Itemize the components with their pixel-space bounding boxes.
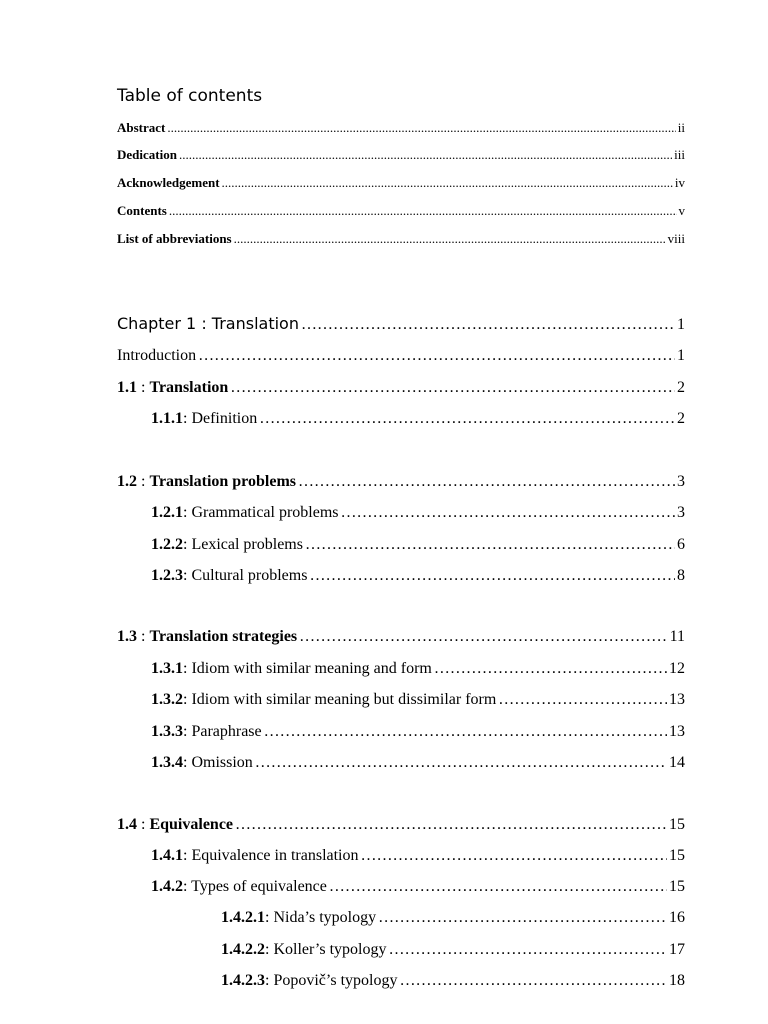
section-sep: : [137, 628, 150, 645]
toc-subsection-1-2-3 [151, 567, 685, 585]
subsection-title: : Cultural problems [183, 567, 308, 584]
toc-subsection-1-4-2 [151, 878, 685, 896]
section-number: 1.4 [117, 816, 137, 833]
toc-section-1-3 [117, 628, 685, 646]
dot-leader [309, 567, 675, 585]
subsection-title: : Idiom with similar meaning and form [183, 660, 432, 677]
subsection-title: : Equivalence in translation [183, 847, 359, 864]
entry-label: Contents [117, 203, 167, 218]
dot-leader [167, 120, 675, 136]
entry-page: 1 [677, 347, 685, 364]
entry-page: iv [674, 175, 685, 190]
section-page: 2 [677, 379, 685, 396]
subsection-number: 1.4.2 [151, 878, 183, 895]
toc-title: Table of contents [117, 86, 263, 106]
toc-entry-acknowledgement [117, 175, 685, 191]
section-title: Translation [149, 379, 229, 396]
dot-leader [299, 628, 667, 646]
section-sep: : [137, 473, 150, 490]
subsubsection-page: 17 [669, 941, 685, 958]
toc-subsubsection-1-4-2-3 [221, 972, 685, 990]
section-title: Translation strategies [149, 628, 298, 645]
dot-leader [341, 504, 675, 522]
subsubsection-title: : Koller’s typology [265, 941, 387, 958]
entry-page: iii [674, 147, 685, 162]
entry-label: Acknowledgement [117, 175, 220, 190]
section-title: Equivalence [149, 816, 234, 833]
entry-label: Introduction [117, 347, 197, 364]
subsection-page: 3 [677, 504, 685, 521]
subsection-number: 1.3.4 [151, 754, 183, 771]
dot-leader [399, 972, 667, 990]
dot-leader [222, 175, 673, 191]
section-title: Translation problems [149, 473, 296, 490]
subsection-number: 1.3.1 [151, 660, 183, 677]
toc-entry-abbreviations [117, 231, 685, 247]
dot-leader [298, 473, 675, 491]
chapter-page: 1 [677, 316, 685, 333]
section-number: 1.2 [117, 473, 137, 490]
toc-subsubsection-1-4-2-2 [221, 941, 685, 959]
dot-leader [305, 536, 675, 554]
section-sep: : [137, 816, 150, 833]
subsection-title: : Lexical problems [183, 536, 303, 553]
toc-subsection-1-3-1 [151, 660, 685, 678]
dot-leader [179, 147, 672, 163]
subsection-number: 1.2.2 [151, 536, 183, 553]
subsection-page: 2 [677, 410, 685, 427]
dot-leader [169, 203, 677, 219]
dot-leader [259, 410, 675, 428]
subsubsection-page: 18 [669, 972, 685, 989]
dot-leader [434, 660, 667, 678]
entry-page: v [678, 203, 685, 218]
subsection-page: 15 [669, 878, 685, 895]
subsubsection-number: 1.4.2.2 [221, 941, 265, 958]
entry-label: List of abbreviations [117, 231, 232, 246]
chapter-title: Chapter 1 : Translation [117, 314, 299, 333]
entry-page: ii [677, 120, 685, 135]
dot-leader [198, 347, 675, 365]
dot-leader [264, 723, 667, 741]
dot-leader [498, 691, 667, 709]
dot-leader [361, 847, 668, 865]
subsection-title: : Grammatical problems [183, 504, 339, 521]
toc-subsection-1-1-1 [151, 410, 685, 428]
subsection-page: 15 [669, 847, 685, 864]
toc-subsection-1-3-3 [151, 723, 685, 741]
toc-section-1-1 [117, 379, 685, 397]
dot-leader [378, 909, 667, 927]
toc-section-1-2 [117, 473, 685, 491]
subsubsection-title: : Popovič’s typology [265, 972, 398, 989]
subsection-title: : Definition [183, 410, 258, 427]
toc-subsection-1-2-2 [151, 536, 685, 554]
dot-leader [234, 231, 666, 247]
subsection-title: : Omission [183, 754, 253, 771]
subsubsection-number: 1.4.2.3 [221, 972, 265, 989]
section-page: 3 [677, 473, 685, 490]
section-number: 1.1 [117, 379, 137, 396]
subsection-number: 1.1.1 [151, 410, 183, 427]
subsection-number: 1.4.1 [151, 847, 183, 864]
subsection-page: 12 [669, 660, 685, 677]
section-number: 1.3 [117, 628, 137, 645]
dot-leader [301, 316, 675, 334]
subsection-page: 8 [677, 567, 685, 584]
chapter-heading [117, 314, 685, 334]
toc-entry-contents [117, 203, 685, 219]
entry-label: Dedication [117, 147, 177, 162]
subsection-number: 1.2.3 [151, 567, 183, 584]
toc-subsection-1-3-4 [151, 754, 685, 772]
dot-leader [329, 878, 667, 896]
toc-entry-dedication [117, 147, 685, 163]
toc-entry-introduction [117, 347, 685, 365]
subsection-page: 14 [669, 754, 685, 771]
subsection-number: 1.2.1 [151, 504, 183, 521]
subsection-page: 13 [669, 723, 685, 740]
subsection-title: : Idiom with similar meaning but dissimilar form [183, 691, 497, 708]
dot-leader [255, 754, 667, 772]
subsubsection-page: 16 [669, 909, 685, 926]
subsection-number: 1.3.3 [151, 723, 183, 740]
subsection-page: 13 [669, 691, 685, 708]
subsection-title: : Paraphrase [183, 723, 262, 740]
toc-subsection-1-3-2 [151, 691, 685, 709]
section-page: 11 [669, 628, 685, 645]
dot-leader [388, 941, 667, 959]
dot-leader [235, 816, 667, 834]
subsection-title: : Types of equivalence [183, 878, 327, 895]
toc-section-1-4 [117, 816, 685, 834]
subsubsection-number: 1.4.2.1 [221, 909, 265, 926]
subsection-page: 6 [677, 536, 685, 553]
subsection-number: 1.3.2 [151, 691, 183, 708]
toc-entry-abstract [117, 120, 685, 136]
subsubsection-title: : Nida’s typology [265, 909, 377, 926]
section-sep: : [137, 379, 150, 396]
dot-leader [230, 379, 675, 397]
toc-subsection-1-2-1 [151, 504, 685, 522]
entry-page: viii [667, 231, 685, 246]
entry-label: Abstract [117, 120, 166, 135]
section-page: 15 [669, 816, 685, 833]
toc-subsubsection-1-4-2-1 [221, 909, 685, 927]
toc-subsection-1-4-1 [151, 847, 685, 865]
